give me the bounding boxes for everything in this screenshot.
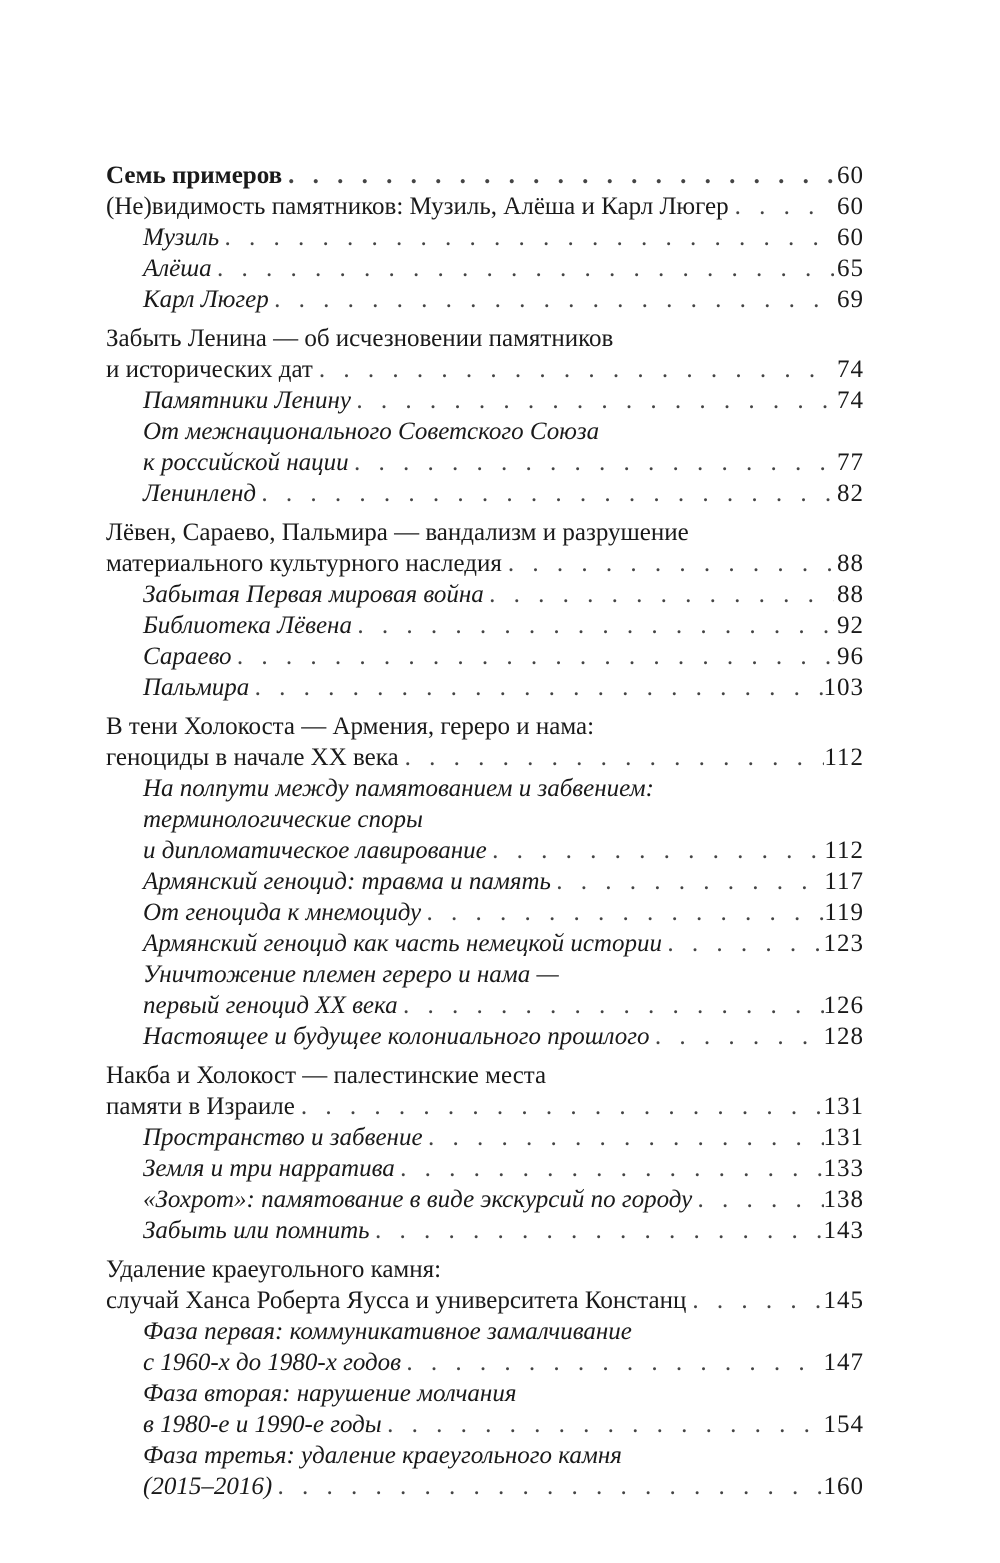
toc-entry-text: Музиль xyxy=(143,224,220,251)
toc-entry-text: Фаза вторая: нарушение молчания xyxy=(143,1380,517,1407)
toc-page-number: 131 xyxy=(823,1093,864,1120)
toc-entry-text: Забытая Первая мировая война xyxy=(143,581,484,608)
dot-leader xyxy=(423,1122,824,1153)
toc-subsection-entry xyxy=(106,1184,864,1215)
toc-line xyxy=(106,835,864,866)
toc-entry-text: Фаза третья: удаление краеугольного камня xyxy=(143,1442,622,1469)
toc-subsection-entry xyxy=(106,416,864,478)
toc-entry-text: В тени Холокоста — Армения, гереро и нама: xyxy=(106,713,595,740)
toc-subsection-entry xyxy=(106,610,864,641)
toc-entry-text: случай Ханса Роберта Яусса и университета Констанц xyxy=(106,1287,687,1314)
toc-entry-text: терминологические споры xyxy=(143,806,423,833)
toc-section-entry xyxy=(106,1060,864,1122)
toc-entry-text: От межнационального Советского Союза xyxy=(143,418,600,445)
toc-page-number: 112 xyxy=(824,837,864,864)
toc-subsection-entry xyxy=(106,641,864,672)
toc-line xyxy=(106,1122,864,1153)
dot-leader xyxy=(487,835,825,866)
toc-page-number: 119 xyxy=(824,899,864,926)
toc-line xyxy=(106,191,864,222)
toc-line xyxy=(106,1184,864,1215)
toc-page-number: 77 xyxy=(837,449,864,476)
toc-page-number: 74 xyxy=(837,356,864,383)
toc-line xyxy=(106,959,864,990)
toc-line xyxy=(106,447,864,478)
toc-entry-text: Удаление краеугольного камня: xyxy=(106,1256,442,1283)
dot-leader xyxy=(484,579,834,610)
toc-entry-text: (2015–2016) xyxy=(143,1473,273,1500)
toc-subsection-entry xyxy=(106,1215,864,1246)
toc-entry-text: Карл Люгер xyxy=(143,286,269,313)
toc-subsection-entry xyxy=(106,897,864,928)
toc-subsection-entry xyxy=(106,1021,864,1052)
dot-leader xyxy=(551,866,825,897)
toc-line xyxy=(106,1153,864,1184)
toc-section-entry xyxy=(106,1254,864,1316)
toc-entry-text: На полпути между памятованием и забвением: xyxy=(143,775,654,802)
toc-line xyxy=(106,928,864,959)
toc-page-number: 60 xyxy=(837,193,864,220)
toc-line xyxy=(106,548,864,579)
toc-subsection-entry xyxy=(106,284,864,315)
toc-line xyxy=(106,1378,864,1409)
toc-line xyxy=(106,1347,864,1378)
toc-entry-text: Уничтожение племен гереро и нама — xyxy=(143,961,559,988)
toc-entry-text: памяти в Израиле xyxy=(106,1093,295,1120)
toc-page-number: 92 xyxy=(837,612,864,639)
toc-line xyxy=(106,385,864,416)
toc-line xyxy=(106,1471,864,1502)
dot-leader xyxy=(269,284,834,315)
toc-line xyxy=(106,1409,864,1440)
toc-entry-text: в 1980-е и 1990-е годы xyxy=(143,1411,382,1438)
toc-page-number: 88 xyxy=(837,581,864,608)
toc-entry-text: Сараево xyxy=(143,643,232,670)
toc-page-number: 88 xyxy=(837,550,864,577)
toc-page-number: 160 xyxy=(823,1473,864,1500)
toc-page-number: 112 xyxy=(824,744,864,771)
toc-subsection-entry xyxy=(106,672,864,703)
toc-entry-text: Пальмира xyxy=(143,674,250,701)
toc-entry-text: Забыть или помнить xyxy=(143,1217,370,1244)
toc-line xyxy=(106,284,864,315)
toc-entry-text: Библиотека Лёвена xyxy=(143,612,352,639)
dot-leader xyxy=(219,222,834,253)
toc-line xyxy=(106,711,864,742)
toc-line xyxy=(106,222,864,253)
dot-leader xyxy=(382,1409,824,1440)
toc-page-number: 128 xyxy=(823,1023,864,1050)
toc-line xyxy=(106,1254,864,1285)
toc-subsection-entry xyxy=(106,928,864,959)
dot-leader xyxy=(231,641,834,672)
toc-entry-text: Накба и Холокост — палестинские места xyxy=(106,1062,547,1089)
toc-line xyxy=(106,641,864,672)
toc-entry-text: «Зохрот»: памятование в виде экскурсий по городу xyxy=(143,1186,693,1213)
toc-line xyxy=(106,416,864,447)
dot-leader xyxy=(421,897,824,928)
toc-line xyxy=(106,610,864,641)
toc-line xyxy=(106,773,864,804)
dot-leader xyxy=(395,1153,824,1184)
dot-leader xyxy=(282,160,834,191)
toc-entry-text: и исторических дат xyxy=(106,356,313,383)
toc-page-number: 65 xyxy=(837,255,864,282)
toc-line xyxy=(106,517,864,548)
toc-entry-text: к российской нации xyxy=(143,449,349,476)
toc-line xyxy=(106,160,864,191)
toc-part-title: Семь примеров xyxy=(106,162,283,189)
toc-line xyxy=(106,897,864,928)
toc-page-number: 117 xyxy=(824,868,864,895)
toc-page-number: 154 xyxy=(823,1411,864,1438)
dot-leader xyxy=(272,1471,823,1502)
toc-entry-text: Памятники Ленину xyxy=(143,387,351,414)
dot-leader xyxy=(399,742,825,773)
toc-page-number: 103 xyxy=(823,674,864,701)
toc-subsection-entry xyxy=(106,478,864,509)
toc-entry-text: материального культурного наследия xyxy=(106,550,502,577)
toc-entry-text: Фаза первая: коммуникативное замалчивание xyxy=(143,1318,632,1345)
dot-leader xyxy=(351,385,834,416)
toc-subsection-entry xyxy=(106,222,864,253)
dot-leader xyxy=(295,1091,824,1122)
dot-leader xyxy=(352,610,834,641)
toc-page-number: 138 xyxy=(823,1186,864,1213)
toc-entry-text: Ленинленд xyxy=(143,480,257,507)
dot-leader xyxy=(662,928,824,959)
dot-leader xyxy=(502,548,834,579)
toc-entry-text: От геноцида к мнемоциду xyxy=(143,899,422,926)
toc-page-number: 60 xyxy=(837,224,864,251)
toc-line xyxy=(106,1060,864,1091)
toc-subsection-entry xyxy=(106,1316,864,1378)
toc-entry-text: Настоящее и будущее колониального прошлого xyxy=(143,1023,650,1050)
toc-entry-text: Забыть Ленина — об исчезновении памятников xyxy=(106,325,614,352)
toc-subsection-entry xyxy=(106,579,864,610)
toc-entry-text: Лёвен, Сараево, Пальмира — вандализм и разрушение xyxy=(106,519,689,546)
dot-leader xyxy=(249,672,823,703)
toc-entry-text: (Не)видимость памятников: Музиль, Алёша и Карл Люгер xyxy=(106,193,729,220)
toc-page-number: 131 xyxy=(823,1124,864,1151)
toc-subsection-entry xyxy=(106,253,864,284)
toc-entry-text: Пространство и забвение xyxy=(143,1124,423,1151)
toc-line xyxy=(106,672,864,703)
toc-line xyxy=(106,354,864,385)
toc-subsection-entry xyxy=(106,866,864,897)
table-of-contents xyxy=(106,160,864,1502)
toc-page-number: 82 xyxy=(837,480,864,507)
toc-line xyxy=(106,323,864,354)
toc-subsection-entry xyxy=(106,1440,864,1502)
toc-line xyxy=(106,742,864,773)
toc-page-number: 143 xyxy=(823,1217,864,1244)
toc-page-number: 133 xyxy=(823,1155,864,1182)
dot-leader xyxy=(729,191,834,222)
toc-page-number: 60 xyxy=(837,162,864,189)
dot-leader xyxy=(212,253,834,284)
toc-entry-text: и дипломатическое лавирование xyxy=(143,837,487,864)
toc-line xyxy=(106,1316,864,1347)
dot-leader xyxy=(401,1347,823,1378)
toc-entry-text: с 1960-х до 1980-х годов xyxy=(143,1349,402,1376)
toc-subsection-entry xyxy=(106,773,864,866)
toc-section-entry xyxy=(106,323,864,385)
toc-subsection-entry xyxy=(106,1153,864,1184)
toc-entry-text: Земля и три нарратива xyxy=(143,1155,395,1182)
dot-leader xyxy=(256,478,834,509)
toc-page-number: 126 xyxy=(823,992,864,1019)
toc-line xyxy=(106,579,864,610)
toc-page-number: 69 xyxy=(837,286,864,313)
dot-leader xyxy=(313,354,834,385)
toc-subsection-entry xyxy=(106,1378,864,1440)
toc-line xyxy=(106,804,864,835)
toc-line xyxy=(106,866,864,897)
toc-subsection-entry xyxy=(106,1122,864,1153)
dot-leader xyxy=(398,990,824,1021)
toc-line xyxy=(106,1021,864,1052)
dot-leader xyxy=(650,1021,824,1052)
toc-line xyxy=(106,478,864,509)
dot-leader xyxy=(349,447,834,478)
dot-leader xyxy=(692,1184,823,1215)
dot-leader xyxy=(686,1285,823,1316)
toc-entry-text: первый геноцид XX века xyxy=(143,992,398,1019)
toc-line xyxy=(106,253,864,284)
toc-part-entry xyxy=(106,160,864,191)
dot-leader xyxy=(370,1215,824,1246)
toc-page-number: 147 xyxy=(823,1349,864,1376)
toc-entry-text: Алёша xyxy=(143,255,212,282)
toc-sections xyxy=(106,191,864,1502)
toc-subsection-entry xyxy=(106,959,864,1021)
toc-line xyxy=(106,1440,864,1471)
toc-line xyxy=(106,1091,864,1122)
toc-subsection-entry xyxy=(106,385,864,416)
toc-line xyxy=(106,1285,864,1316)
toc-page-number: 74 xyxy=(837,387,864,414)
toc-section-entry xyxy=(106,517,864,579)
toc-line xyxy=(106,990,864,1021)
toc-entry-text: Армянский геноцид: травма и память xyxy=(143,868,551,895)
toc-section-entry xyxy=(106,191,864,222)
toc-entry-text: геноциды в начале XX века xyxy=(106,744,399,771)
toc-line xyxy=(106,1215,864,1246)
toc-entry-text: Армянский геноцид как часть немецкой истории xyxy=(143,930,662,957)
toc-section-entry xyxy=(106,711,864,773)
toc-page-number: 123 xyxy=(823,930,864,957)
toc-page-number: 96 xyxy=(837,643,864,670)
toc-page-number: 145 xyxy=(823,1287,864,1314)
